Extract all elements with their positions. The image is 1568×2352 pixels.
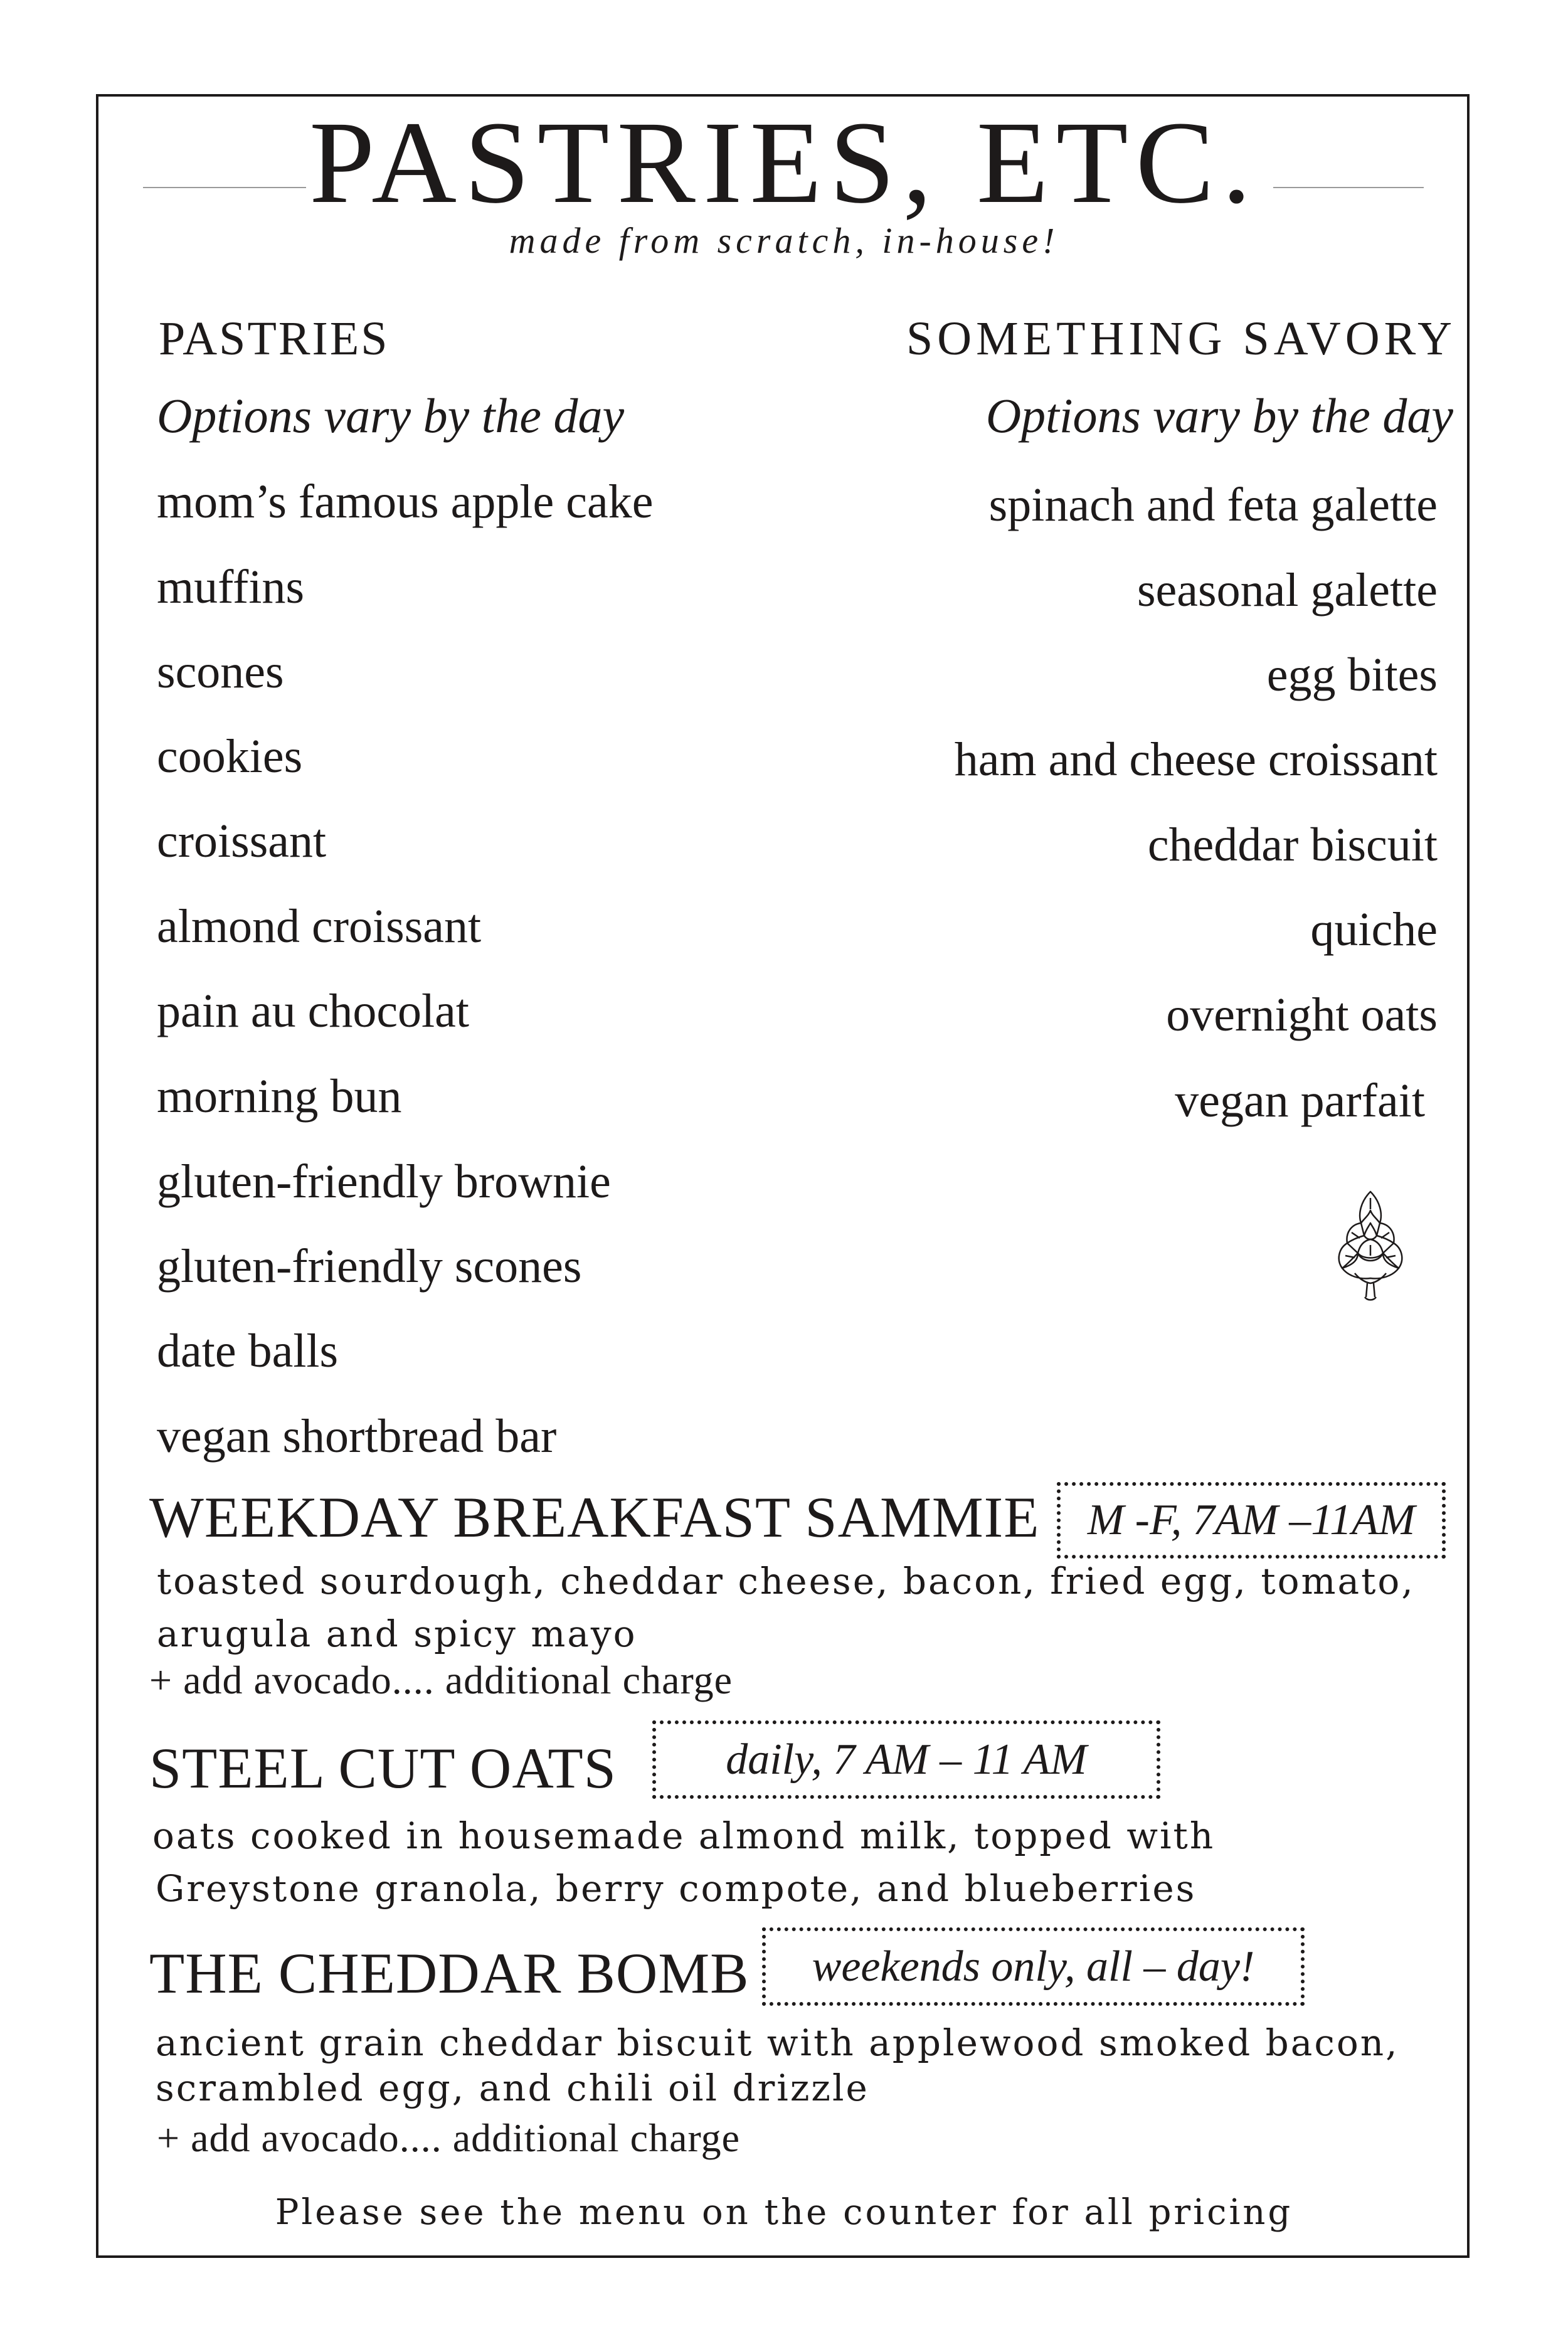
cheddar-bomb-hours-badge: weekends only, all – day! <box>762 1927 1305 2006</box>
list-item: seasonal galette <box>1136 564 1438 617</box>
pricing-footnote: Please see the menu on the counter for all pricing <box>275 2192 1293 2233</box>
list-item: date balls <box>157 1325 339 1377</box>
list-item: muffins <box>157 561 305 613</box>
savory-note: Options vary by the day <box>985 388 1453 443</box>
cheddar-bomb-description-line2: scrambled egg, and chili oil drizzle <box>156 2067 869 2109</box>
list-item: cookies <box>157 730 303 783</box>
page-title: PASTRIES, ETC. <box>309 97 1259 228</box>
list-item: gluten-friendly brownie <box>157 1155 611 1208</box>
cheddar-bomb-title: THE CHEDDAR BOMB <box>149 1941 750 2005</box>
list-item: ham and cheese croissant <box>954 733 1438 786</box>
list-item: cheddar biscuit <box>1147 818 1438 871</box>
cheddar-bomb-addon: + add avocado.... additional charge <box>157 2116 741 2160</box>
sammie-addon: + add avocado.... additional charge <box>149 1658 733 1702</box>
list-item: scones <box>157 645 284 698</box>
list-item: croissant <box>157 815 327 867</box>
sammie-description-line1: toasted sourdough, cheddar cheese, bacon, fried egg, tomato, <box>157 1560 1415 1602</box>
pastries-note: Options vary by the day <box>157 388 625 443</box>
list-item: almond croissant <box>157 900 482 953</box>
list-item: pain au chocolat <box>157 985 470 1037</box>
list-item: mom’s famous apple cake <box>157 475 654 528</box>
oats-title: STEEL CUT OATS <box>149 1736 617 1800</box>
list-item: overnight oats <box>1166 988 1438 1041</box>
list-item: gluten-friendly scones <box>157 1240 582 1293</box>
list-item: vegan parfait <box>1175 1074 1425 1127</box>
list-item: quiche <box>1310 903 1438 956</box>
list-item: morning bun <box>157 1070 402 1123</box>
page-subtitle: made from scratch, in-house! <box>509 220 1059 261</box>
sammie-description-line2: arugula and spicy mayo <box>157 1613 637 1655</box>
oats-description-line1: oats cooked in housemade almond milk, topped with <box>152 1814 1216 1857</box>
savory-heading: SOMETHING SAVORY <box>906 312 1456 365</box>
sammie-hours-badge: M -F, 7AM –11AM <box>1057 1482 1446 1559</box>
list-item: spinach and feta galette <box>988 479 1438 531</box>
list-item: vegan shortbread bar <box>157 1410 557 1463</box>
sammie-title: WEEKDAY BREAKFAST SAMMIE <box>149 1485 1040 1549</box>
oats-description-line2: Greystone granola, berry compote, and blueberries <box>156 1867 1197 1910</box>
list-item: egg bites <box>1266 649 1438 701</box>
oats-hours-badge: daily, 7 AM – 11 AM <box>652 1720 1160 1799</box>
pastries-heading: PASTRIES <box>159 312 389 365</box>
cheddar-bomb-description-line1: ancient grain cheddar biscuit with applewood smoked bacon, <box>156 2021 1399 2064</box>
artichoke-icon <box>1323 1185 1417 1305</box>
